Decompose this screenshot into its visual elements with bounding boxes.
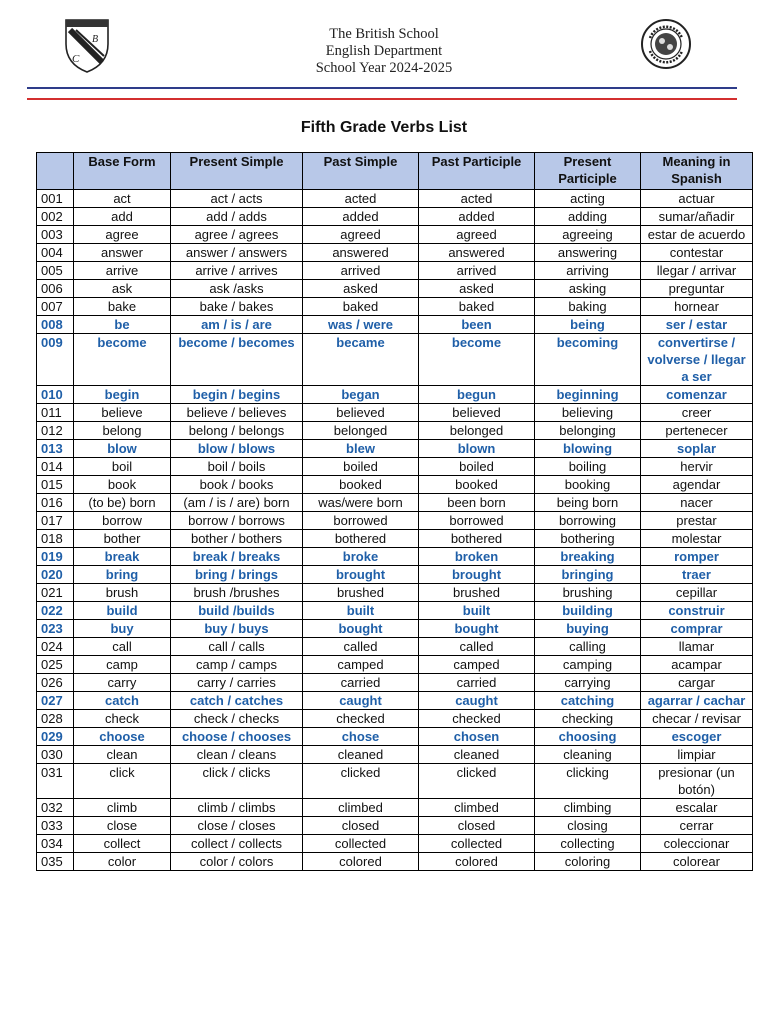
school-name: The British School	[329, 26, 439, 42]
cell-meaning-spanish: romper	[641, 548, 753, 566]
cell-number: 035	[37, 853, 74, 871]
cell-base-form: click	[74, 764, 171, 799]
cell-past-participle: camped	[419, 656, 535, 674]
table-row	[37, 746, 753, 764]
cell-base-form: bring	[74, 566, 171, 584]
cell-base-form: break	[74, 548, 171, 566]
cell-past-participle: arrived	[419, 262, 535, 280]
cell-meaning-spanish: soplar	[641, 440, 753, 458]
cell-meaning-spanish: molestar	[641, 530, 753, 548]
cell-base-form: climb	[74, 799, 171, 817]
cell-past-participle: clicked	[419, 764, 535, 799]
cell-present-simple: ask /asks	[171, 280, 303, 298]
cell-present-simple: buy / buys	[171, 620, 303, 638]
table-row	[37, 208, 753, 226]
cell-past-simple: acted	[303, 190, 419, 208]
cell-number: 018	[37, 530, 74, 548]
cell-base-form: ask	[74, 280, 171, 298]
cell-present-participle: becoming	[535, 334, 641, 386]
cell-present-participle: choosing	[535, 728, 641, 746]
cell-past-participle: built	[419, 602, 535, 620]
cell-present-participle: catching	[535, 692, 641, 710]
cell-present-participle: believing	[535, 404, 641, 422]
cell-past-participle: collected	[419, 835, 535, 853]
cell-past-participle: brought	[419, 566, 535, 584]
cell-base-form: collect	[74, 835, 171, 853]
cell-number: 013	[37, 440, 74, 458]
cell-present-participle: buying	[535, 620, 641, 638]
cell-base-form: camp	[74, 656, 171, 674]
cell-meaning-spanish: escoger	[641, 728, 753, 746]
cell-base-form: begin	[74, 386, 171, 404]
cell-past-simple: agreed	[303, 226, 419, 244]
cell-past-participle: broken	[419, 548, 535, 566]
table-row	[37, 494, 753, 512]
cell-past-simple: collected	[303, 835, 419, 853]
cell-past-participle: carried	[419, 674, 535, 692]
cell-meaning-spanish: presionar (un botón)	[641, 764, 753, 799]
cell-present-participle: calling	[535, 638, 641, 656]
cell-number: 016	[37, 494, 74, 512]
cell-number: 033	[37, 817, 74, 835]
school-year: School Year 2024-2025	[315, 60, 453, 76]
table-row	[37, 584, 753, 602]
cell-number: 021	[37, 584, 74, 602]
cell-past-simple: closed	[303, 817, 419, 835]
table-row	[37, 244, 753, 262]
cell-past-simple: bought	[303, 620, 419, 638]
cell-meaning-spanish: actuar	[641, 190, 753, 208]
cell-number: 025	[37, 656, 74, 674]
svg-text:B: B	[92, 34, 99, 45]
cell-base-form: call	[74, 638, 171, 656]
cell-number: 005	[37, 262, 74, 280]
document-title: Fifth Grade Verbs List	[300, 119, 468, 136]
cell-past-simple: began	[303, 386, 419, 404]
table-header-row	[37, 153, 753, 190]
table-row	[37, 817, 753, 835]
cell-past-participle: called	[419, 638, 535, 656]
cell-present-participle: collecting	[535, 835, 641, 853]
cell-present-simple: agree / agrees	[171, 226, 303, 244]
cell-present-participle: beginning	[535, 386, 641, 404]
cell-present-simple: close / closes	[171, 817, 303, 835]
cell-present-participle: climbing	[535, 799, 641, 817]
cell-present-simple: break / breaks	[171, 548, 303, 566]
cell-past-simple: bothered	[303, 530, 419, 548]
svg-text:C: C	[72, 53, 80, 65]
cell-number: 008	[37, 316, 74, 334]
cell-past-participle: bothered	[419, 530, 535, 548]
cell-past-simple: brought	[303, 566, 419, 584]
cell-present-simple: bake / bakes	[171, 298, 303, 316]
cell-past-simple: borrowed	[303, 512, 419, 530]
cell-number: 031	[37, 764, 74, 799]
cell-meaning-spanish: colorear	[641, 853, 753, 871]
cell-number: 007	[37, 298, 74, 316]
cell-number: 032	[37, 799, 74, 817]
table-row	[37, 226, 753, 244]
cell-number: 004	[37, 244, 74, 262]
cell-meaning-spanish: ser / estar	[641, 316, 753, 334]
table-row	[37, 280, 753, 298]
table-row	[37, 656, 753, 674]
cell-meaning-spanish: cargar	[641, 674, 753, 692]
cell-present-participle: coloring	[535, 853, 641, 871]
cell-base-form: check	[74, 710, 171, 728]
cell-meaning-spanish: limpiar	[641, 746, 753, 764]
col-header-base-form: Base Form	[74, 153, 171, 190]
cell-number: 027	[37, 692, 74, 710]
header-rule-red	[27, 98, 737, 100]
cell-present-simple: act / acts	[171, 190, 303, 208]
cell-number: 024	[37, 638, 74, 656]
cell-present-simple: blow / blows	[171, 440, 303, 458]
cell-present-participle: cleaning	[535, 746, 641, 764]
cell-past-simple: asked	[303, 280, 419, 298]
cell-present-participle: acting	[535, 190, 641, 208]
cell-present-participle: bothering	[535, 530, 641, 548]
cell-past-participle: been born	[419, 494, 535, 512]
cell-meaning-spanish: agarrar / cachar	[641, 692, 753, 710]
table-row	[37, 386, 753, 404]
table-row	[37, 674, 753, 692]
cell-present-simple: book / books	[171, 476, 303, 494]
cell-past-participle: brushed	[419, 584, 535, 602]
cell-meaning-spanish: construir	[641, 602, 753, 620]
cell-base-form: bake	[74, 298, 171, 316]
table-row	[37, 298, 753, 316]
cell-base-form: (to be) born	[74, 494, 171, 512]
table-row	[37, 566, 753, 584]
cell-past-simple: called	[303, 638, 419, 656]
cell-past-participle: belonged	[419, 422, 535, 440]
cell-present-simple: carry / carries	[171, 674, 303, 692]
cell-base-form: buy	[74, 620, 171, 638]
cell-meaning-spanish: agendar	[641, 476, 753, 494]
cell-past-participle: closed	[419, 817, 535, 835]
cell-past-participle: been	[419, 316, 535, 334]
cell-present-simple: click / clicks	[171, 764, 303, 799]
cell-past-simple: was/were born	[303, 494, 419, 512]
cell-present-participle: checking	[535, 710, 641, 728]
cell-present-simple: brush /brushes	[171, 584, 303, 602]
cell-present-simple: arrive / arrives	[171, 262, 303, 280]
col-header-past-participle: Past Participle	[419, 153, 535, 190]
cell-base-form: arrive	[74, 262, 171, 280]
cell-base-form: agree	[74, 226, 171, 244]
cell-base-form: boil	[74, 458, 171, 476]
table-row	[37, 422, 753, 440]
cell-meaning-spanish: cepillar	[641, 584, 753, 602]
cell-number: 015	[37, 476, 74, 494]
cell-present-participle: clicking	[535, 764, 641, 799]
cell-meaning-spanish: escalar	[641, 799, 753, 817]
cell-present-simple: answer / answers	[171, 244, 303, 262]
cell-present-simple: build /builds	[171, 602, 303, 620]
table-row	[37, 764, 753, 799]
cell-past-simple: camped	[303, 656, 419, 674]
cell-past-participle: believed	[419, 404, 535, 422]
cell-present-participle: blowing	[535, 440, 641, 458]
cell-present-participle: belonging	[535, 422, 641, 440]
cell-meaning-spanish: nacer	[641, 494, 753, 512]
cell-present-simple: boil / boils	[171, 458, 303, 476]
cell-present-simple: collect / collects	[171, 835, 303, 853]
table-row	[37, 512, 753, 530]
cell-base-form: belong	[74, 422, 171, 440]
cell-past-participle: boiled	[419, 458, 535, 476]
cell-base-form: brush	[74, 584, 171, 602]
table-row	[37, 476, 753, 494]
cell-number: 012	[37, 422, 74, 440]
cell-past-simple: boiled	[303, 458, 419, 476]
cell-number: 011	[37, 404, 74, 422]
cell-meaning-spanish: prestar	[641, 512, 753, 530]
cell-present-participle: adding	[535, 208, 641, 226]
cell-number: 003	[37, 226, 74, 244]
cell-base-form: build	[74, 602, 171, 620]
cell-past-simple: checked	[303, 710, 419, 728]
cell-base-form: become	[74, 334, 171, 386]
cell-present-participle: brushing	[535, 584, 641, 602]
cell-present-simple: bother / bothers	[171, 530, 303, 548]
cell-past-participle: begun	[419, 386, 535, 404]
cell-meaning-spanish: creer	[641, 404, 753, 422]
cell-past-participle: climbed	[419, 799, 535, 817]
cell-present-simple: begin / begins	[171, 386, 303, 404]
cell-number: 020	[37, 566, 74, 584]
cell-meaning-spanish: hornear	[641, 298, 753, 316]
cell-past-simple: answered	[303, 244, 419, 262]
cell-present-simple: climb / climbs	[171, 799, 303, 817]
cell-base-form: book	[74, 476, 171, 494]
cell-number: 009	[37, 334, 74, 386]
cell-present-participle: borrowing	[535, 512, 641, 530]
cell-past-participle: answered	[419, 244, 535, 262]
cell-past-simple: built	[303, 602, 419, 620]
cell-meaning-spanish: estar de acuerdo	[641, 226, 753, 244]
cell-number: 026	[37, 674, 74, 692]
cell-base-form: color	[74, 853, 171, 871]
cell-base-form: believe	[74, 404, 171, 422]
cell-present-participle: camping	[535, 656, 641, 674]
table-row	[37, 458, 753, 476]
cell-meaning-spanish: cerrar	[641, 817, 753, 835]
cell-meaning-spanish: llamar	[641, 638, 753, 656]
cell-present-simple: check / checks	[171, 710, 303, 728]
cell-present-participle: answering	[535, 244, 641, 262]
verbs-table	[36, 152, 753, 871]
cell-past-simple: blew	[303, 440, 419, 458]
cell-present-simple: bring / brings	[171, 566, 303, 584]
cell-number: 014	[37, 458, 74, 476]
cell-base-form: carry	[74, 674, 171, 692]
table-row	[37, 404, 753, 422]
cell-past-participle: borrowed	[419, 512, 535, 530]
cell-present-simple: believe / believes	[171, 404, 303, 422]
cell-past-participle: become	[419, 334, 535, 386]
table-row	[37, 620, 753, 638]
cell-past-participle: bought	[419, 620, 535, 638]
cell-number: 022	[37, 602, 74, 620]
cell-present-simple: am / is / are	[171, 316, 303, 334]
cell-past-simple: added	[303, 208, 419, 226]
cell-meaning-spanish: convertirse / volverse / llegar a ser	[641, 334, 753, 386]
cell-present-simple: color / colors	[171, 853, 303, 871]
cell-number: 001	[37, 190, 74, 208]
cell-meaning-spanish: coleccionar	[641, 835, 753, 853]
cell-past-simple: carried	[303, 674, 419, 692]
cell-base-form: choose	[74, 728, 171, 746]
cell-present-participle: boiling	[535, 458, 641, 476]
cell-present-simple: (am / is / are) born	[171, 494, 303, 512]
cell-past-simple: believed	[303, 404, 419, 422]
cell-past-participle: checked	[419, 710, 535, 728]
cell-meaning-spanish: pertenecer	[641, 422, 753, 440]
table-row	[37, 548, 753, 566]
cell-past-participle: asked	[419, 280, 535, 298]
cell-present-participle: booking	[535, 476, 641, 494]
cell-base-form: close	[74, 817, 171, 835]
cell-present-simple: catch / catches	[171, 692, 303, 710]
cell-base-form: bother	[74, 530, 171, 548]
cell-past-simple: caught	[303, 692, 419, 710]
cell-present-simple: borrow / borrows	[171, 512, 303, 530]
col-header-meaning-spanish: Meaning in Spanish	[641, 153, 753, 190]
cell-past-participle: blown	[419, 440, 535, 458]
cell-base-form: borrow	[74, 512, 171, 530]
cell-present-simple: add / adds	[171, 208, 303, 226]
cell-past-simple: baked	[303, 298, 419, 316]
cell-past-simple: clicked	[303, 764, 419, 799]
cell-past-participle: acted	[419, 190, 535, 208]
header-rule-blue	[27, 87, 737, 89]
table-row	[37, 530, 753, 548]
table-row	[37, 799, 753, 817]
cell-past-simple: booked	[303, 476, 419, 494]
cell-past-participle: colored	[419, 853, 535, 871]
cell-past-participle: added	[419, 208, 535, 226]
cell-past-simple: climbed	[303, 799, 419, 817]
cell-present-participle: building	[535, 602, 641, 620]
cell-base-form: clean	[74, 746, 171, 764]
cell-meaning-spanish: checar / revisar	[641, 710, 753, 728]
cell-base-form: answer	[74, 244, 171, 262]
department-name: English Department	[325, 43, 443, 59]
cell-base-form: add	[74, 208, 171, 226]
cell-present-simple: camp / camps	[171, 656, 303, 674]
cell-present-participle: being	[535, 316, 641, 334]
cell-present-simple: clean / cleans	[171, 746, 303, 764]
table-row	[37, 853, 753, 871]
cell-past-simple: belonged	[303, 422, 419, 440]
cell-past-participle: caught	[419, 692, 535, 710]
cell-present-simple: belong / belongs	[171, 422, 303, 440]
table-row	[37, 710, 753, 728]
cell-number: 019	[37, 548, 74, 566]
table-row	[37, 602, 753, 620]
table-row	[37, 262, 753, 280]
cell-number: 002	[37, 208, 74, 226]
cell-present-participle: being born	[535, 494, 641, 512]
table-row	[37, 728, 753, 746]
cell-past-participle: agreed	[419, 226, 535, 244]
cell-meaning-spanish: acampar	[641, 656, 753, 674]
cell-past-participle: baked	[419, 298, 535, 316]
cell-past-simple: arrived	[303, 262, 419, 280]
col-header-number	[37, 153, 74, 190]
cell-meaning-spanish: comenzar	[641, 386, 753, 404]
cell-number: 034	[37, 835, 74, 853]
cell-present-participle: asking	[535, 280, 641, 298]
table-row	[37, 692, 753, 710]
table-row	[37, 334, 753, 386]
cell-meaning-spanish: llegar / arrivar	[641, 262, 753, 280]
cell-base-form: act	[74, 190, 171, 208]
cell-meaning-spanish: preguntar	[641, 280, 753, 298]
cell-number: 028	[37, 710, 74, 728]
table-row	[37, 190, 753, 208]
table-body	[37, 190, 753, 871]
cell-present-participle: carrying	[535, 674, 641, 692]
cell-present-participle: baking	[535, 298, 641, 316]
cell-present-simple: become / becomes	[171, 334, 303, 386]
cell-past-simple: chose	[303, 728, 419, 746]
cell-present-participle: closing	[535, 817, 641, 835]
cell-present-participle: bringing	[535, 566, 641, 584]
cell-number: 023	[37, 620, 74, 638]
cell-meaning-spanish: sumar/añadir	[641, 208, 753, 226]
cell-past-simple: brushed	[303, 584, 419, 602]
school-seal-logo	[640, 18, 692, 70]
cell-meaning-spanish: traer	[641, 566, 753, 584]
table-row	[37, 440, 753, 458]
cell-number: 030	[37, 746, 74, 764]
cell-past-simple: colored	[303, 853, 419, 871]
table-row	[37, 316, 753, 334]
cell-present-simple: call / calls	[171, 638, 303, 656]
cell-number: 017	[37, 512, 74, 530]
cell-meaning-spanish: contestar	[641, 244, 753, 262]
cell-base-form: be	[74, 316, 171, 334]
cell-number: 010	[37, 386, 74, 404]
cell-past-participle: cleaned	[419, 746, 535, 764]
cell-present-participle: agreeing	[535, 226, 641, 244]
cell-meaning-spanish: hervir	[641, 458, 753, 476]
cell-meaning-spanish: comprar	[641, 620, 753, 638]
cell-present-participle: breaking	[535, 548, 641, 566]
cell-base-form: catch	[74, 692, 171, 710]
cell-present-simple: choose / chooses	[171, 728, 303, 746]
cell-past-simple: became	[303, 334, 419, 386]
cell-past-participle: booked	[419, 476, 535, 494]
cell-number: 006	[37, 280, 74, 298]
cell-number: 029	[37, 728, 74, 746]
table-row	[37, 638, 753, 656]
col-header-present-simple: Present Simple	[171, 153, 303, 190]
cell-past-simple: was / were	[303, 316, 419, 334]
cell-base-form: blow	[74, 440, 171, 458]
table-row	[37, 835, 753, 853]
col-header-past-simple: Past Simple	[303, 153, 419, 190]
cell-past-participle: chosen	[419, 728, 535, 746]
cell-present-participle: arriving	[535, 262, 641, 280]
cell-past-simple: cleaned	[303, 746, 419, 764]
col-header-present-participle: Present Participle	[535, 153, 641, 190]
cell-past-simple: broke	[303, 548, 419, 566]
